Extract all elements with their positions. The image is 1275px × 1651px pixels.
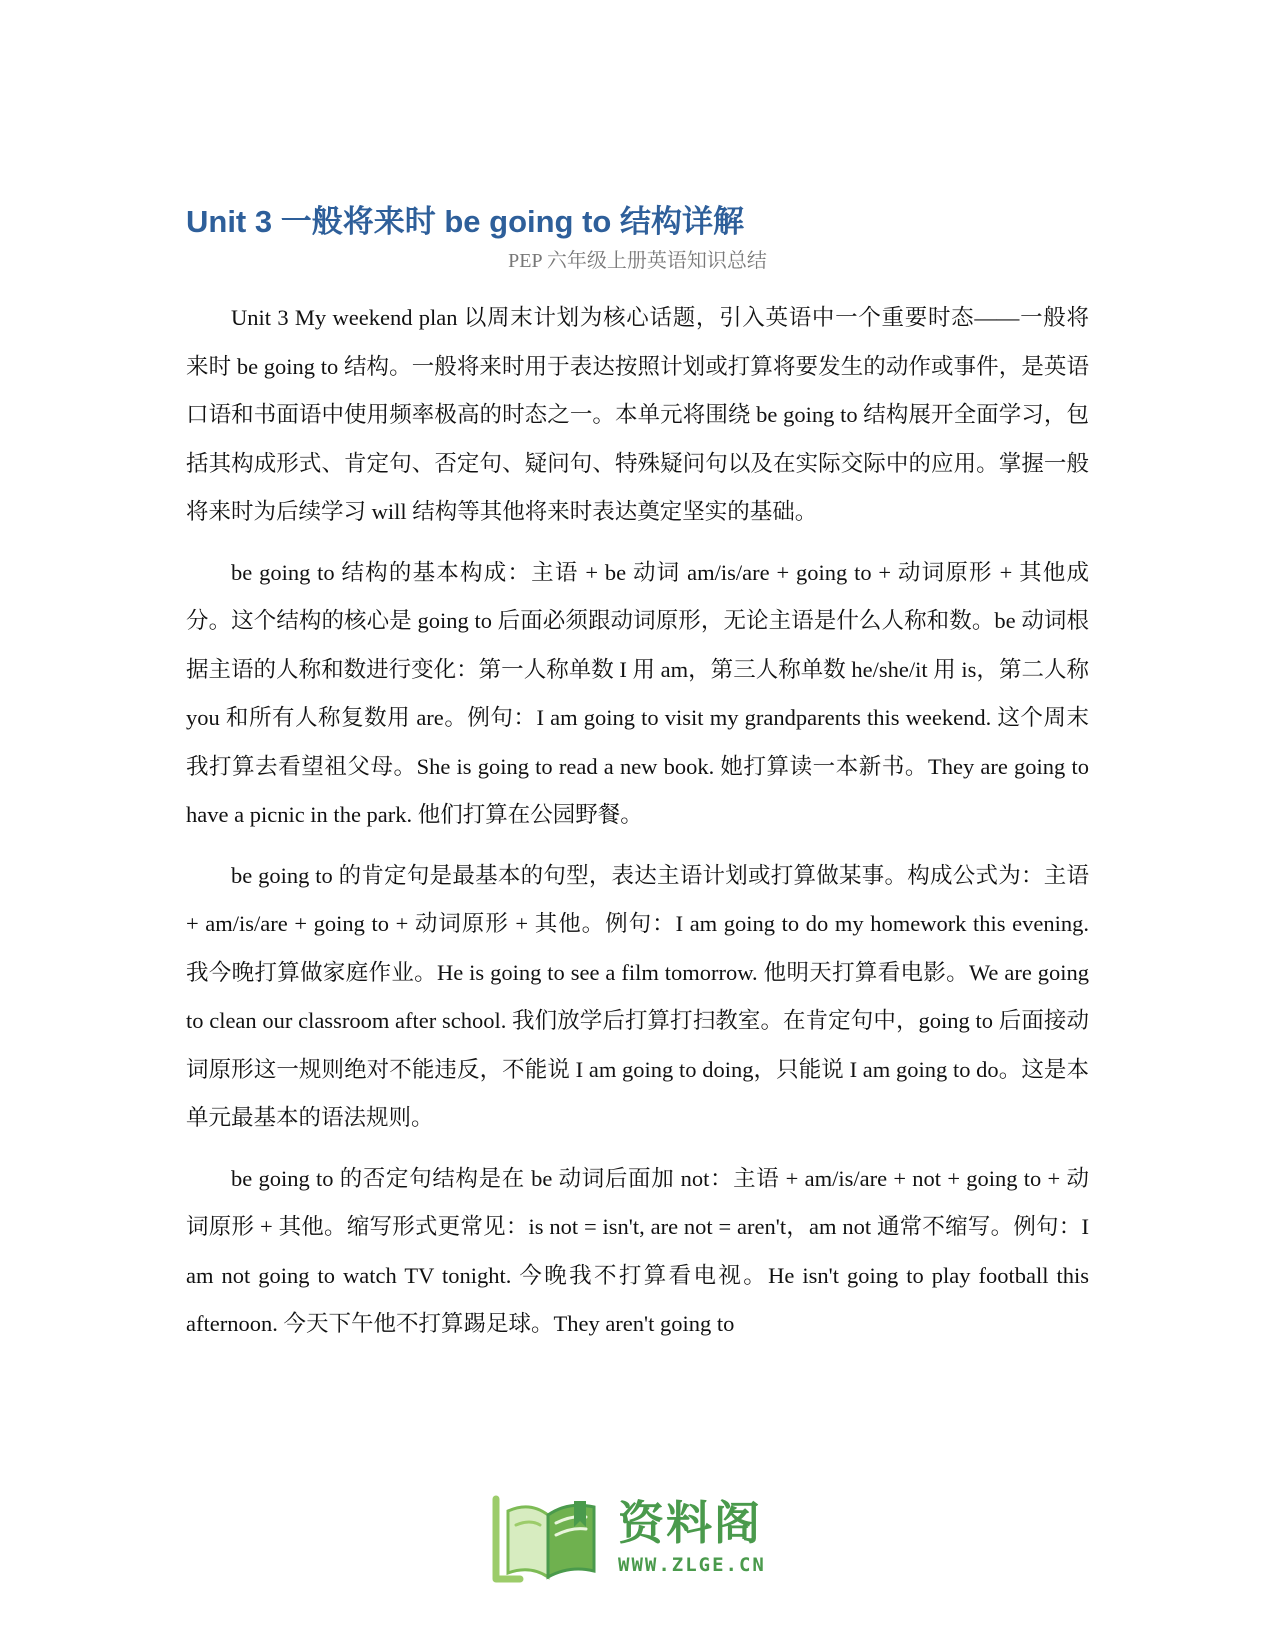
open-book-icon	[490, 1493, 606, 1585]
watermark-url: WWW.ZLGE.CN	[618, 1554, 766, 1576]
document-body	[186, 294, 1089, 1361]
document-subtitle: PEP 六年级上册英语知识总结	[508, 250, 767, 272]
document-title: Unit 3 一般将来时 be going to 结构详解	[186, 204, 744, 239]
paragraph-negative: be going to 的否定句结构是在 be 动词后面加 not：主语 + am/is/are + not + going to + 动词原形 + 其他。缩写形式更常见：is not = isn't, are not = aren't，am not 通常不缩写。例句：I am not going to watch TV tonight. 今晚我不打算看电视。He isn't going to play football this afternoon. 今天下午他不打算踢足球。They aren't going to	[186, 1165, 1089, 1336]
watermark-name: 资料阁	[618, 1496, 762, 1550]
watermark-logo	[490, 1493, 780, 1587]
paragraph-affirmative: be going to 的肯定句是最基本的句型，表达主语计划或打算做某事。构成公式为：主语 + am/is/are + going to + 动词原形 + 其他。例句：I am going to do my homework this evening. 我今晚打算做家庭作业。He is going to see a film tomorrow. 他明天打算看电影。We are going to clean our classroom after school. 我们放学后打算打扫教室。在肯定句中，going to 后面接动词原形这一规则绝对不能违反，不能说 I am going to doing，只能说 I am going to do。这是本单元最基本的语法规则。	[186, 862, 1089, 1130]
paragraph-intro: Unit 3 My weekend plan 以周末计划为核心话题，引入英语中一个重要时态——一般将来时 be going to 结构。一般将来时用于表达按照计划或打算将要发生的动作或事件，是英语口语和书面语中使用频率极高的时态之一。本单元将围绕 be going to 结构展开全面学习，包括其构成形式、肯定句、否定句、疑问句、特殊疑问句以及在实际交际中的应用。掌握一般将来时为后续学习 will 结构等其他将来时表达奠定坚实的基础。	[186, 305, 1089, 524]
paragraph-structure: be going to 结构的基本构成：主语 + be 动词 am/is/are + going to + 动词原形 + 其他成分。这个结构的核心是 going to 后面必须跟动词原形，无论主语是什么人称和数。be 动词根据主语的人称和数进行变化：第一人称单数 I 用 am，第三人称单数 he/she/it 用 is，第二人称 you 和所有人称复数用 are。例句：I am going to visit my grandparents this weekend. 这个周末我打算去看望祖父母。She is going to read a new book. 她打算读一本新书。They are going to have a picnic in the park. 他们打算在公园野餐。	[186, 559, 1089, 827]
